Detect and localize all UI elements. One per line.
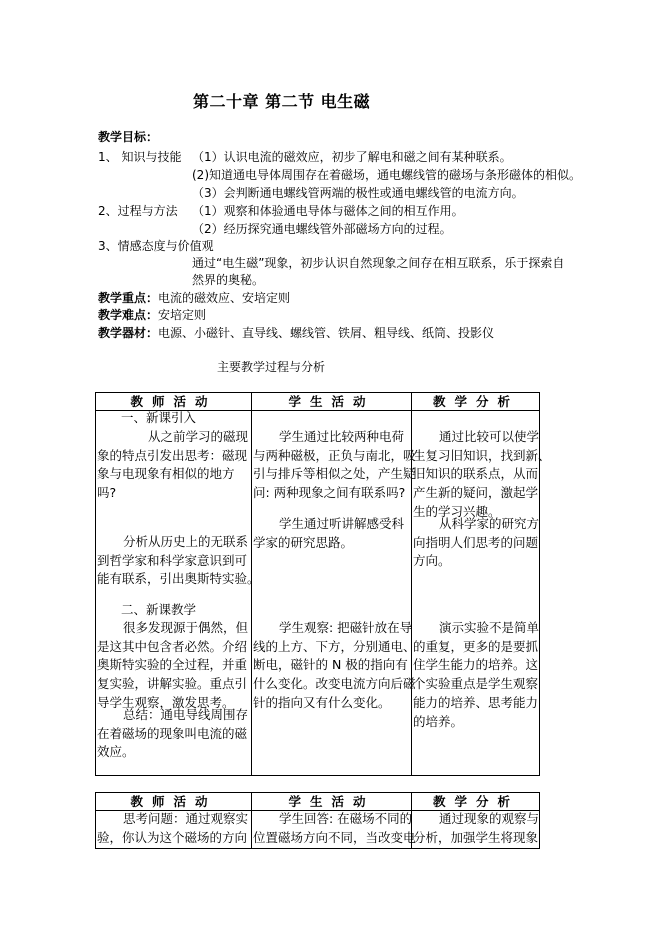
equipment-label: 教学器材： [98,326,159,340]
student-paragraph: 学生通过比较两种电荷 与两种磁极，正负与南北，吸 引与排斥等相似之处，产生疑 问: 两种现象之间有联系吗? [253,429,416,501]
objective-process-label: 2、过程与方法 [98,204,178,218]
teaching-process-table-1 [95,392,551,776]
objective-attitude-2: 然界的奥秘。 [192,273,265,287]
teacher-paragraph: 总结：通电导线周围存 在着磁场的现象叫电流的磁 效应。 [97,707,249,760]
objective-process-1: （1）观察和体验通电导体与磁体之间的相互作用。 [192,204,464,218]
page-title: 第二十章 第二节 电生磁 [193,92,371,111]
header-teaching-analysis: 教学分析 [432,794,519,809]
header-student-activity: 学生活动 [288,394,375,409]
objective-knowledge-label: 1、 知识与技能 [98,150,182,164]
student-paragraph: 学生观察: 把磁针放在导 线的上方、下方，分别通电、 断电，磁针的 N 极的指向有 什么变化。改变电流方向后磁 针的指向又有什么变化。 [253,620,416,710]
objective-process-2: （2）经历探究通电螺线管外部磁场方向的过程。 [192,222,452,236]
key-point-value: 电流的磁效应、安培定则 [158,291,291,305]
header-student-activity: 学生活动 [288,794,375,809]
student-paragraph: 学生通过听讲解感受科 学家的研究思路。 [253,516,405,550]
teacher-paragraph: 思考问题：通过观察实 验，你认为这个磁场的方向 [97,811,249,845]
difficulty [98,306,206,324]
analysis-paragraph: 通过比较可以使学 生复习旧知识，找到新、 旧知识的联系点，从而 产生新的疑问，激起学 生的学习兴趣。 [413,429,551,519]
difficulty-value: 安培定则 [158,308,207,322]
difficulty-label: 教学难点： [98,308,159,322]
teacher-paragraph: 一、新课引入 [121,410,197,425]
objective-knowledge-2: (2)知道通电导体周围存在着磁场，通电螺线管的磁场与条形磁体的相似。 [192,168,582,182]
teacher-paragraph: 二、新课教学 [121,602,197,617]
equipment [98,324,494,342]
analysis-paragraph: 演示实验不是简单 的重复，更多的是要抓 住学生能力的培养。这 个实验重点是学生观察 能力的培养、思考能力 的培养。 [413,620,540,729]
objectives-heading: 教学目标： [98,130,159,144]
header-teacher-activity: 教师活动 [130,794,217,809]
teacher-paragraph: 很多发现源于偶然，但 是这其中包含者必然。介绍 奥斯特实验的全过程，并重 复实验，讲解实验。重点引 导学生观察，激发思考。 [97,620,249,710]
teaching-process-table-2 [95,792,540,849]
key-point-label: 教学重点： [98,291,159,305]
analysis-paragraph: 通过现象的观察与 分析，加强学生将现象 [413,811,540,845]
objective-attitude-1: 通过“电生磁”现象，初步认识自然现象之间存在相互联系，乐于探索自 [192,256,565,270]
objective-knowledge-1: （1）认识电流的磁效应，初步了解电和磁之间有某种联系。 [192,150,512,164]
teacher-paragraph: 分析从历史上的无联系 到哲学家和科学家意识到可 能有联系，引出奥斯特实验。 [97,534,260,587]
equipment-value: 电源、小磁针、直导线、螺线管、铁屑、粗导线、纸筒、投影仪 [158,326,495,340]
objective-knowledge-3: （3）会判断通电螺线管两端的极性或通电螺线管的电流方向。 [192,186,524,200]
teacher-paragraph: 从之前学习的磁现 象的特点引发出思考：磁现 象与电现象有相似的地方 吗? [97,429,249,501]
key-point [98,289,290,307]
objective-attitude-label: 3、情感态度与价值观 [98,239,214,253]
analysis-paragraph: 从科学家的研究方 向指明人们思考的问题 方向。 [413,516,540,569]
student-paragraph: 学生回答: 在磁场不同的 位置磁场方向不同，当改变电 [253,811,416,845]
process-heading: 主要教学过程与分析 [217,360,326,374]
header-teaching-analysis: 教学分析 [432,394,519,409]
header-teacher-activity: 教师活动 [130,394,217,409]
